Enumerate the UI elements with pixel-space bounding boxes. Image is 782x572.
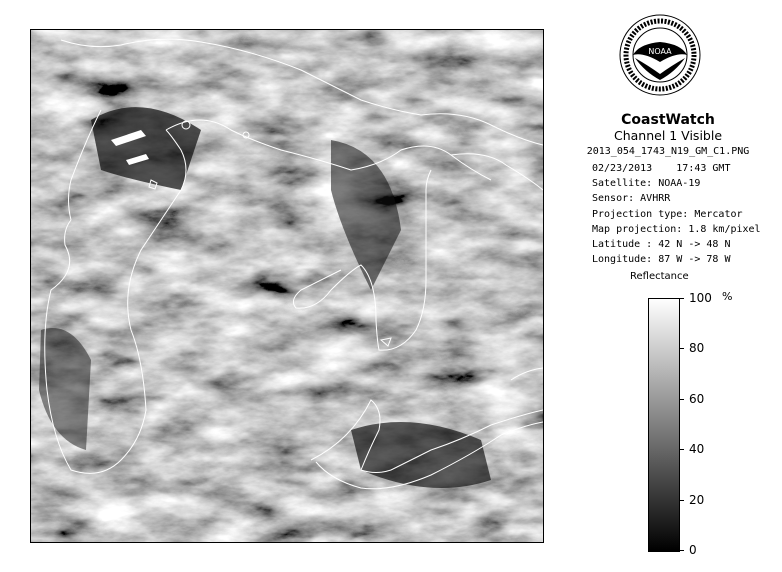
map-projection-value: Map projection: 1.8 km/pixel [592,223,761,235]
noaa-logo [619,14,701,96]
reflectance-colorbar [648,298,680,552]
tick-label: 40 [689,442,705,457]
date-value: 02/23/2013 [592,163,653,174]
tick-mark [679,449,684,450]
satellite-value: Satellite: NOAA-19 [592,178,701,190]
longitude-value: Longitude: 87 W -> 78 W [592,254,731,266]
sensor-value: Sensor: AVHRR [592,193,671,205]
image-filename: 2013_054_1743_N19_GM_C1.PNG [586,146,750,157]
tick-label: 60 [689,391,705,406]
tick-mark [679,298,684,299]
legend-unit: % [722,290,733,303]
tick-mark [679,348,684,349]
legend-title: Reflectance [630,271,689,282]
tick-label: 20 [689,492,705,507]
latitude-value: Latitude : 42 N -> 48 N [592,239,731,251]
logo-text: NOAA [648,47,672,56]
colorbar-ticks [679,291,739,557]
tick-mark [679,500,684,501]
tick-label: 0 [689,543,697,557]
tick-mark [679,550,684,551]
app-title: CoastWatch [621,112,715,128]
noaa-logo-icon [619,14,701,96]
datetime-row [592,161,761,176]
channel-subtitle: Channel 1 Visible [613,128,723,143]
time-value: 17:43 GMT [676,163,731,174]
map-svg [31,30,543,542]
projection-type-value: Projection type: Mercator [592,208,743,220]
tick-mark [679,399,684,400]
tick-label: 80 [689,341,705,356]
metadata-block [592,161,761,267]
satellite-map [30,29,544,543]
tick-label: 100 [689,291,712,305]
